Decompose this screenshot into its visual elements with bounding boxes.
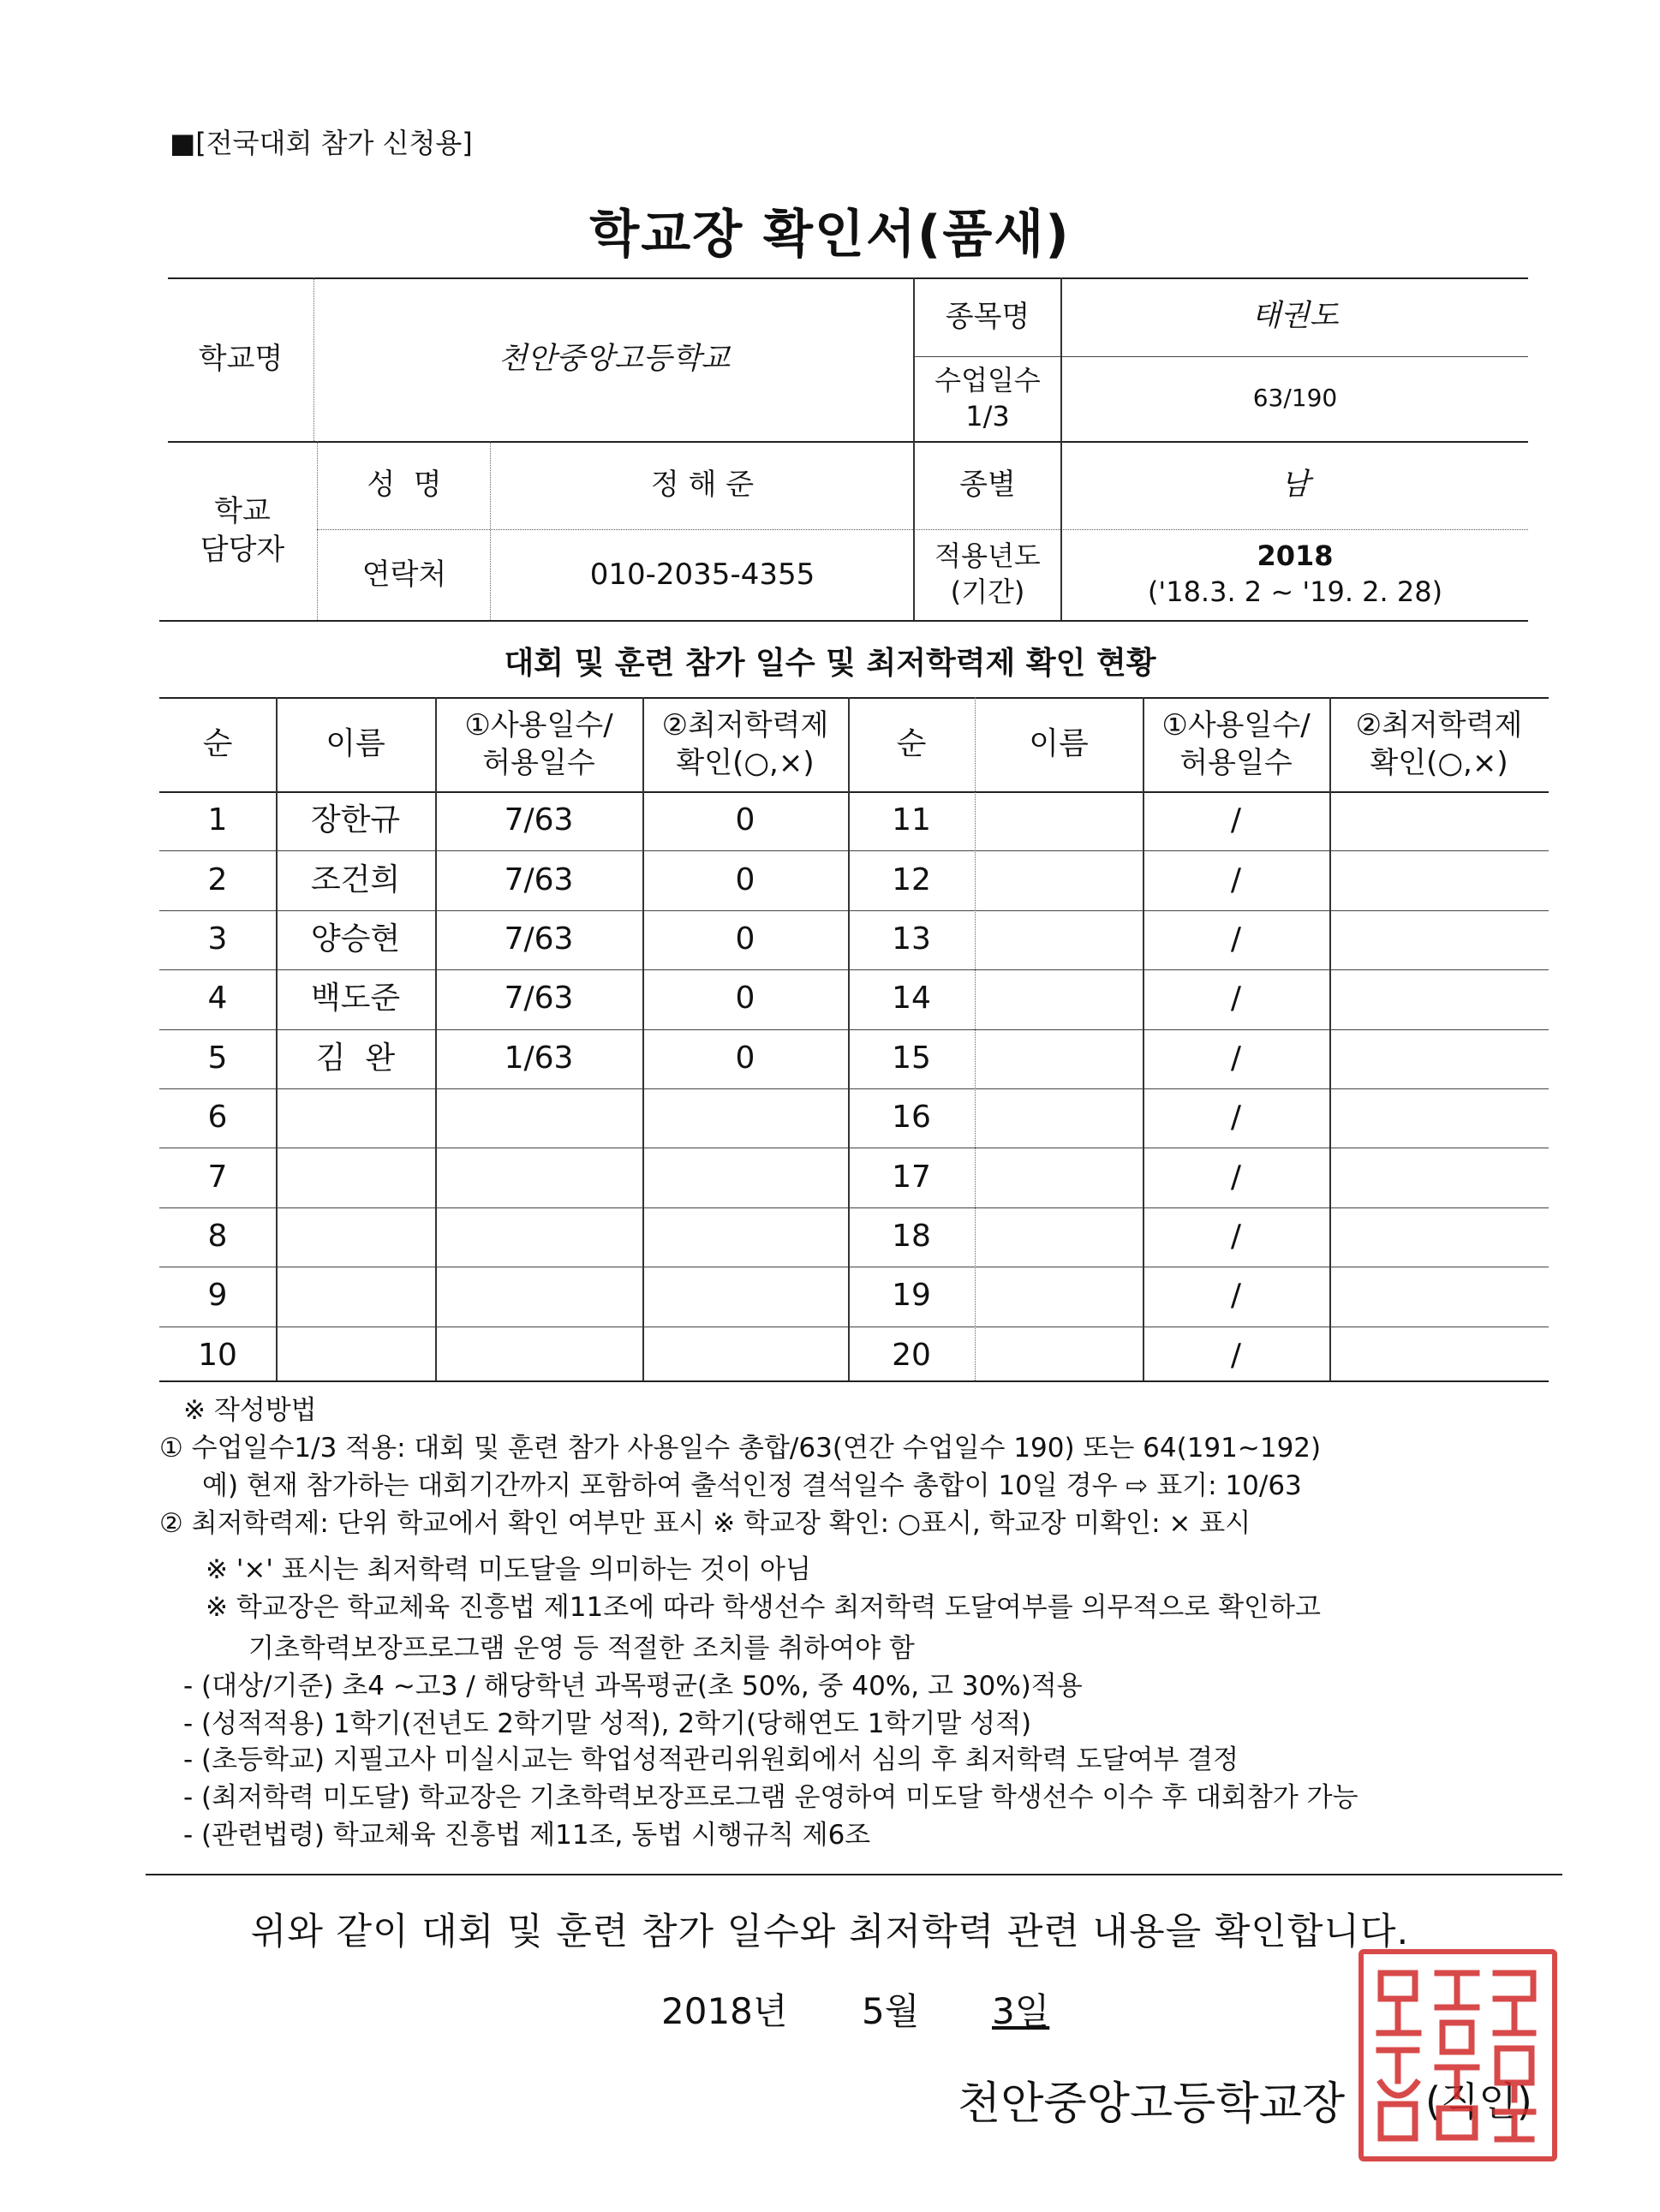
row-check <box>1329 850 1549 909</box>
header-check-line1: ②최저학력제 <box>1355 707 1523 742</box>
date-year: 2018년 <box>661 1990 788 2032</box>
row-no: 11 <box>892 802 931 838</box>
row-check <box>1329 1327 1549 1386</box>
year-value <box>1062 529 1528 620</box>
note-elementary: - (초등학교) 지필고사 미실시교는 학업성적관리위원회에서 심의 후 최저학력 도달여부 결정 <box>183 1744 1239 1775</box>
row-days <box>435 1327 642 1386</box>
row-no: 12 <box>892 862 931 897</box>
note-principal-duty: ※ 학교장은 학교체육 진흥법 제11조에 따라 학생선수 최저학력 도달여부를 의무적으로 확인하고 <box>206 1592 1321 1623</box>
note-item-2: ② 최저학력제: 단위 학교에서 확인 여부만 표시 ※ 학교장 확인: ○표시, 학교장 미확인: × 표시 <box>159 1508 1251 1539</box>
row-no: 17 <box>892 1159 931 1195</box>
header-no-left: 순 <box>202 725 233 761</box>
year-period: ('18.3. 2 ~ '19. 2. 28) <box>1147 575 1443 608</box>
row-no: 16 <box>892 1100 931 1136</box>
row-no: 19 <box>892 1278 931 1314</box>
row-days: / <box>1230 1100 1242 1136</box>
school-name-value: 천안중앙고등학교 <box>498 341 731 376</box>
phone-value: 010-2035-4355 <box>589 557 815 592</box>
row-check <box>642 1148 848 1207</box>
class-days-label <box>915 356 1060 441</box>
class-days-label-line2: 1/3 <box>965 399 1010 432</box>
row-name <box>975 1327 1143 1386</box>
row-no: 4 <box>207 981 228 1017</box>
row-no: 7 <box>207 1159 228 1195</box>
row-name <box>975 969 1143 1028</box>
row-days: 7/63 <box>504 862 574 897</box>
year-label-line2: (기간) <box>950 575 1025 608</box>
row-days: / <box>1230 802 1242 838</box>
note-target: - (대상/기준) 초4 ~고3 / 해당학년 과목평균(초 50%, 중 40%, 고 30%)적용 <box>183 1671 1083 1702</box>
gender-value: 남 <box>1281 467 1310 502</box>
row-name: 조건희 <box>310 862 401 897</box>
contact-person-label <box>168 441 317 620</box>
row-name <box>975 910 1143 969</box>
note-example: 예) 현재 참가하는 대회기간까지 포함하여 출석인정 결석일수 총합이 10일 경우 ⇨ 표기: 10/63 <box>202 1470 1302 1501</box>
row-no: 18 <box>892 1219 931 1255</box>
row-no: 3 <box>207 921 228 957</box>
row-name: 백도준 <box>310 981 401 1017</box>
principal-signature: 천안중앙고등학교장 <box>958 2078 1346 2130</box>
row-check <box>1329 910 1549 969</box>
category-tag: ■[전국대회 참가 신청용] <box>170 127 473 159</box>
contact-person-label-line1: 학교 <box>214 494 271 529</box>
row-no: 5 <box>207 1040 228 1076</box>
row-name <box>975 1029 1143 1088</box>
row-no: 6 <box>207 1100 228 1136</box>
date-month: 5월 <box>862 1990 920 2032</box>
row-name <box>276 1088 435 1148</box>
row-days: 1/63 <box>504 1040 574 1076</box>
header-days-line1: ①사용일수/ <box>1161 707 1311 742</box>
confirmation-statement: 위와 같이 대회 및 훈련 참가 일수와 최저학력 관련 내용을 확인합니다. <box>250 1911 1410 1953</box>
row-days: 7/63 <box>504 921 574 957</box>
note-principal-duty-cont: 기초학력보장프로그램 운영 등 적절한 조치를 취하여야 함 <box>248 1633 915 1664</box>
notes-divider <box>146 1874 1562 1875</box>
header-days-line2: 허용일수 <box>1179 746 1293 780</box>
row-days: / <box>1230 1159 1242 1195</box>
row-days <box>435 1148 642 1207</box>
page-title: 학교장 확인서(품새) <box>589 205 1071 265</box>
row-name <box>276 1327 435 1386</box>
row-check <box>642 1267 848 1326</box>
row-days: / <box>1230 921 1242 957</box>
class-days-label-line1: 수업일수 <box>934 363 1041 396</box>
row-name: 김 완 <box>315 1040 396 1076</box>
official-seal-glyphs <box>1364 1954 1552 2156</box>
header-days-right <box>1143 697 1329 791</box>
note-x-mark: ※ '×' 표시는 최저학력 미도달을 의미하는 것이 아님 <box>206 1554 811 1585</box>
row-days <box>435 1207 642 1267</box>
row-days: 7/63 <box>504 981 574 1017</box>
row-days: / <box>1230 862 1242 897</box>
row-days: / <box>1230 1337 1242 1373</box>
row-check <box>1329 969 1549 1028</box>
row-check: 0 <box>735 981 755 1017</box>
row-days: 7/63 <box>504 802 574 838</box>
row-name <box>975 1207 1143 1267</box>
row-name: 장한규 <box>310 802 401 838</box>
row-name <box>276 1207 435 1267</box>
row-no: 1 <box>207 802 228 838</box>
row-days: / <box>1230 1040 1242 1076</box>
school-name-label: 학교명 <box>198 342 284 377</box>
header-name-right: 이름 <box>1029 725 1089 761</box>
seal-note: (직인) <box>1425 2078 1532 2125</box>
official-seal <box>1358 1949 1557 2161</box>
note-law: - (관련법령) 학교체육 진흥법 제11조, 동법 시행규칙 제6조 <box>183 1820 871 1851</box>
date-day: 3일 <box>992 1990 1050 2032</box>
contact-person-label-line2: 담당자 <box>200 532 285 567</box>
row-name <box>975 850 1143 909</box>
row-check: 0 <box>735 802 755 838</box>
person-name-value: 정 해 준 <box>650 468 755 503</box>
row-no: 15 <box>892 1040 931 1076</box>
row-check <box>1329 1207 1549 1267</box>
phone-label: 연락처 <box>361 557 447 592</box>
event-label: 종목명 <box>945 299 1030 334</box>
row-name: 양승현 <box>310 921 401 957</box>
year-label-line1: 적용년도 <box>934 540 1041 573</box>
row-no: 10 <box>198 1337 237 1373</box>
row-days: / <box>1230 1219 1242 1255</box>
header-no-right: 순 <box>896 725 927 761</box>
header-check-line2: 확인(○,×) <box>676 746 815 780</box>
row-name <box>975 1267 1143 1326</box>
header-days-line1: ①사용일수/ <box>464 707 613 742</box>
class-days-value: 63/190 <box>1252 384 1338 413</box>
row-check: 0 <box>735 1040 755 1076</box>
row-no: 9 <box>207 1278 228 1314</box>
note-heading: ※ 작성방법 <box>183 1395 317 1426</box>
header-check-line1: ②최저학력제 <box>661 707 829 742</box>
row-name <box>975 1148 1143 1207</box>
row-check <box>642 1088 848 1148</box>
note-item-1: ① 수업일수1/3 적용: 대회 및 훈련 참가 사용일수 총합/63(연간 수업일수 190) 또는 64(191~192) <box>159 1433 1322 1464</box>
header-check-right <box>1329 697 1549 791</box>
row-name <box>276 1267 435 1326</box>
header-name-left: 이름 <box>325 725 385 761</box>
row-check <box>642 1207 848 1267</box>
row-check: 0 <box>735 921 755 957</box>
row-name <box>975 1088 1143 1148</box>
header-check-left <box>642 697 848 791</box>
header-days-line2: 허용일수 <box>482 746 595 780</box>
year-number: 2018 <box>1257 540 1334 573</box>
row-check <box>1329 1029 1549 1088</box>
row-no: 8 <box>207 1219 228 1255</box>
row-no: 14 <box>892 981 931 1017</box>
row-name <box>975 791 1143 850</box>
row-check <box>1329 1267 1549 1326</box>
note-grade-apply: - (성적적용) 1학기(전년도 2학기말 성적), 2학기(당해연도 1학기말 성적) <box>183 1708 1032 1739</box>
row-check <box>1329 791 1549 850</box>
event-value: 태권도 <box>1251 299 1339 334</box>
section-title: 대회 및 훈련 참가 일수 및 최저학력제 확인 현황 <box>504 646 1156 681</box>
gender-label: 종별 <box>959 468 1016 503</box>
row-check <box>1329 1148 1549 1207</box>
row-check <box>1329 1088 1549 1148</box>
row-no: 2 <box>207 862 228 897</box>
row-check <box>642 1327 848 1386</box>
note-not-reached: - (최저학력 미도달) 학교장은 기초학력보장프로그램 운영하여 미도달 학생선수 이수 후 대회참가 가능 <box>183 1782 1358 1813</box>
row-check: 0 <box>735 862 755 897</box>
header-days-left <box>435 697 642 791</box>
year-label <box>915 529 1060 620</box>
person-name-label: 성 명 <box>367 468 442 503</box>
row-name <box>276 1148 435 1207</box>
row-days: / <box>1230 1278 1242 1314</box>
header-check-line2: 확인(○,×) <box>1370 746 1508 780</box>
row-no: 20 <box>892 1337 931 1373</box>
row-days <box>435 1267 642 1326</box>
row-days: / <box>1230 981 1242 1017</box>
row-no: 13 <box>892 921 931 957</box>
row-days <box>435 1088 642 1148</box>
